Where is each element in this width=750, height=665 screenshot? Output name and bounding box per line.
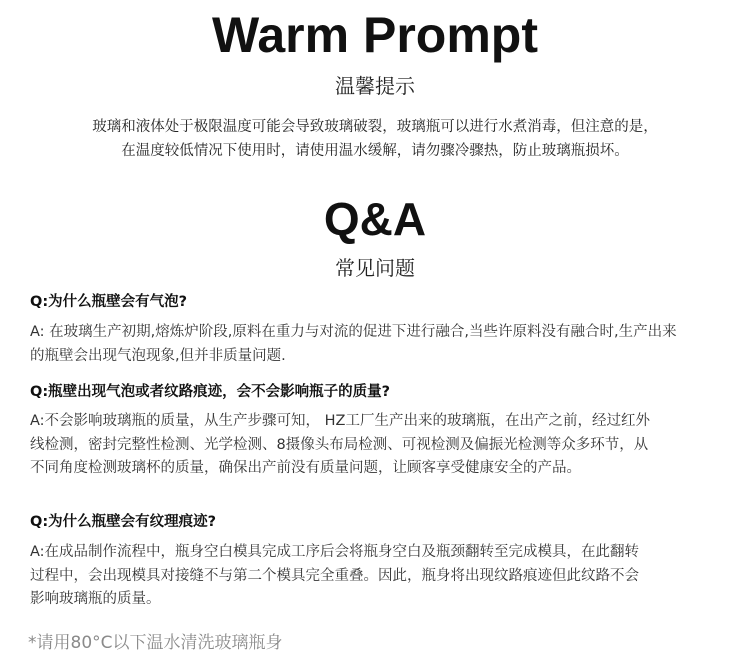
footnote: *请用80°C以下温水清洗玻璃瓶身 xyxy=(28,633,283,653)
answer-line: A:在成品制作流程中，瓶身空白模具完成工序后会将瓶身空白及瓶颈翻转至完成模具，在此翻转 xyxy=(30,544,640,560)
answer-line: 过程中，会出现模具对接缝不与第二个模具完全重叠。因此，瓶身将出现纹路痕迹但此纹路不会 xyxy=(30,567,639,584)
qa-title: Q&A xyxy=(323,193,427,245)
answer-line: 影响玻璃瓶的质量。 xyxy=(30,591,161,607)
answer-line: 的瓶壁会出现气泡现象,但并非质量问题. xyxy=(30,347,286,364)
answer-line: A:不会影响玻璃瓶的质量，从生产步骤可知， HZ工厂生产出来的玻璃瓶，在出产之前，经过红外 xyxy=(30,413,650,429)
page-title-cn: 温馨提示 xyxy=(335,74,415,98)
answer-2 xyxy=(30,410,725,481)
page-title-en: Warm Prompt xyxy=(212,7,538,63)
answer-1 xyxy=(30,321,725,368)
intro-line: 在温度较低情况下使用时，请使用温水缓解，请勿骤冷骤热，防止玻璃瓶损坏。 xyxy=(121,143,629,159)
answer-line: A: 在玻璃生产初期,熔炼炉阶段,原料在重力与对流的促进下进行融合,当些许原料没有融合时,生产出来 xyxy=(30,324,677,340)
question-1: Q:为什么瓶壁会有气泡? xyxy=(30,294,188,310)
qa-subtitle: 常见问题 xyxy=(335,256,415,280)
answer-3 xyxy=(30,541,725,612)
intro-paragraph xyxy=(40,115,710,163)
answer-line: 不同角度检测玻璃杯的质量，确保出产前没有质量问题，让顾客享受健康安全的产品。 xyxy=(30,460,581,476)
intro-line: 玻璃和液体处于极限温度可能会导致玻璃破裂，玻璃瓶可以进行水煮消毒，但注意的是， xyxy=(92,119,658,135)
question-2: Q:瓶壁出现气泡或者纹路痕迹，会不会影响瓶子的质量? xyxy=(30,384,391,400)
answer-line: 线检测，密封完整性检测、光学检测、8摄像头布局检测、可视检测及偏振光检测等众多环节，从 xyxy=(30,436,649,453)
question-3: Q:为什么瓶壁会有纹理痕迹? xyxy=(30,514,217,530)
